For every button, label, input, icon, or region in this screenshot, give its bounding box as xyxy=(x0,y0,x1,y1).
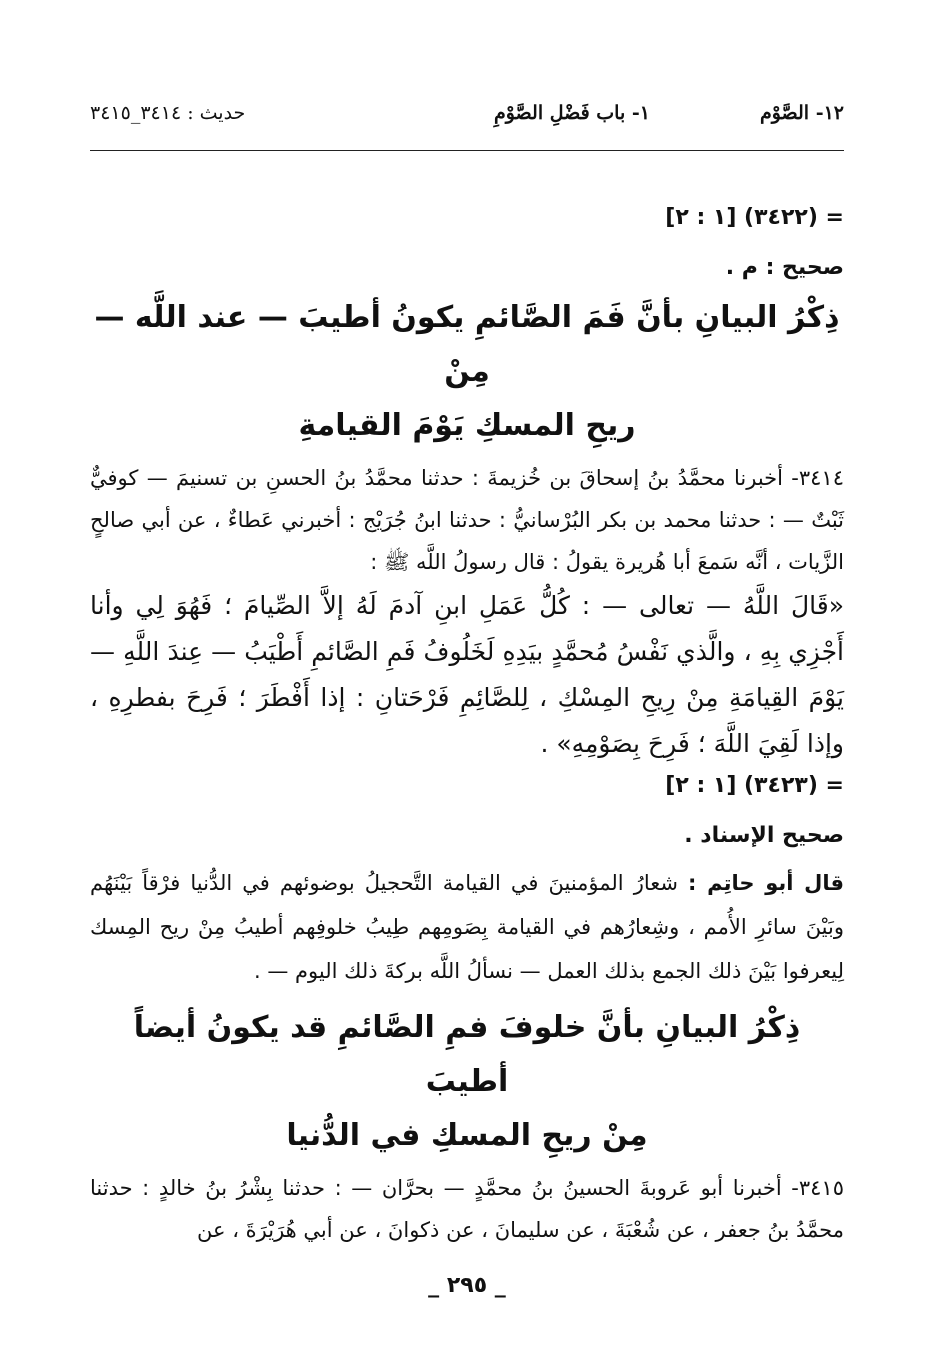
commentary xyxy=(90,861,844,993)
hadith-isnad: ٣٤١٥- أخبرنا أبو عَروبةَ الحسينُ بنُ محمَّدٍ — بحرَّان — : حدثنا بِشْرُ بنُ خالدٍ : حدثنا محمَّدُ بنُ جعفر ، عن شُعْبَةَ ، عن سليمانَ ، عن ذكوانَ ، عن أبي هُرَيْرَةَ ، عن xyxy=(90,1176,844,1242)
grading: صحيح : م . xyxy=(725,255,844,280)
cross-reference: = (٣٤٢٢) [١ : ٢] xyxy=(665,205,844,230)
chapter-title: ١٢- الصَّوْم xyxy=(759,102,844,124)
cross-reference: = (٣٤٢٣) [١ : ٢] xyxy=(665,773,844,798)
section-heading xyxy=(90,291,844,453)
heading-line: مِنْ ريحِ المسكِ في الدُّنيا xyxy=(286,1118,648,1153)
page-number: _ ٢٩٥ _ xyxy=(428,1273,506,1298)
page xyxy=(90,98,844,1328)
heading-line: ذِكْرُ البيانِ بأنَّ خلوفَ فمِ الصَّائمِ قد يكونُ أيضاً أطيبَ xyxy=(133,1010,801,1099)
commentary-text: شعارُ المؤمنينَ في القيامة التَّحجيلُ بوضوئهم في الدُّنيا فرْقاً بَيْنَهُم وبَيْنَ سائرِ الأُمم ، وشِعارُهم في القيامة بِصَومِهم طِيبُ خلوفِهم أطيبُ مِنْ ريح المِسك لِيعرفوا بَيْنَ ذلك الجمع بذلك العمل — نسألُ اللَّه بركةَ ذلك اليوم — . xyxy=(90,871,844,983)
section-heading xyxy=(90,1001,844,1163)
bab-title: ١- باب فَضْلِ الصَّوْمِ xyxy=(493,102,650,124)
commentary-speaker: قال أبو حاتِم : xyxy=(688,871,844,895)
heading-line: ذِكْرُ البيانِ بأنَّ فَمَ الصَّائمِ يكونُ أطيبَ — عند اللَّه — مِنْ xyxy=(94,300,840,389)
hadith-range: حديث : ٣٤١٤_٣٤١٥ xyxy=(90,102,246,124)
grading: صحيح الإسناد . xyxy=(684,823,844,848)
hadith-isnad: ٣٤١٤- أخبرنا محمَّدُ بنُ إسحاقَ بن خُزيمةَ : حدثنا محمَّدُ بنُ الحسنِ بن تسنيمَ — كوفيٌّ ثَبْتٌ — : حدثنا محمد بن بكر البُرْسانيُّ : حدثنا ابنُ جُرَيْج : أخبرني عَطاءٌ ، عن أبي صالحٍ الزَّيات ، أنَّه سَمعَ أبا هُريرة يقولُ : قال رسولُ اللَّه ﷺ : xyxy=(90,466,844,574)
heading-line: ريحِ المسكِ يَوْمَ القيامةِ xyxy=(298,408,636,443)
hadith-matn: «قَالَ اللَّهُ — تعالى — : كُلُّ عَمَلِ ابنِ آدمَ لَهُ إلاَّ الصِّيامَ ؛ فَهُوَ لِي وأنا أَجْزِي بِهِ ، والَّذي نَفْسُ مُحمَّدٍ بيَدِهِ لَخَلُوفُ فَمِ الصَّائمِ أَطْيَبُ — عِندَ اللَّهِ — يَوْمَ القِيامَةِ مِنْ رِيحِ المِسْكِ ، لِلصَّائِمِ فَرْحَتانِ : إذا أَفْطَرَ ؛ فَرِحَ بفطرِهِ ، وإذا لَقِيَ اللَّهَ ؛ فَرِحَ بِصَوْمِهِ» . xyxy=(90,591,844,758)
running-header xyxy=(90,98,844,151)
